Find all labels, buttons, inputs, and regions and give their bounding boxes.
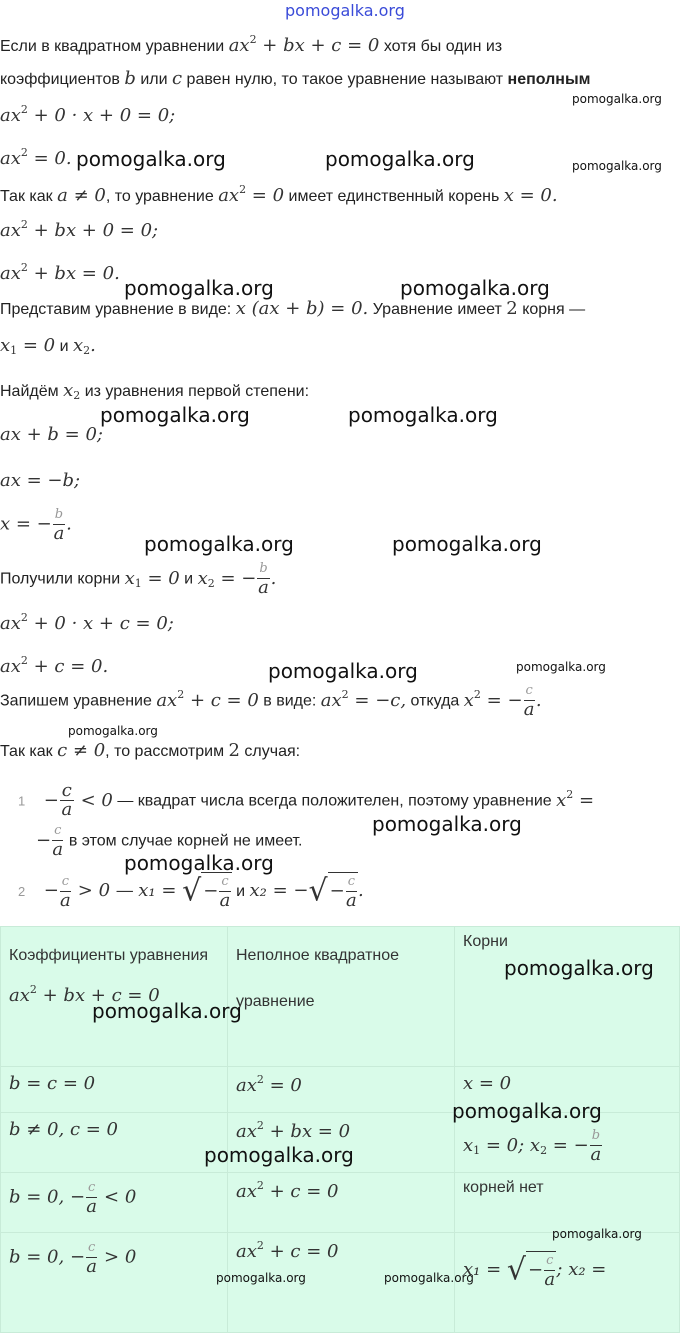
- watermark: pomogalka.org: [452, 1099, 602, 1123]
- text: Так как: [0, 188, 53, 205]
- math: x = 0.: [503, 185, 558, 206]
- watermark: pomogalka.org: [572, 159, 662, 173]
- table-cell: x₁ = √ − $\frac{c}{a}$ ; x₂ =: [455, 1233, 680, 1333]
- table-cell: [1, 1233, 228, 1333]
- math: − $\frac{c}{a}$ < 0: [43, 780, 113, 820]
- x2: x₂ = −: [249, 880, 309, 901]
- intro-line-2: [0, 68, 590, 89]
- denominator: a: [544, 1269, 556, 1290]
- condition: > 0 —: [77, 880, 134, 901]
- numerator: b: [257, 560, 269, 579]
- watermark: pomogalka.org: [144, 532, 294, 556]
- numerator: b: [590, 1127, 602, 1146]
- math: $ax^2 = 0$: [218, 183, 285, 206]
- denominator: a: [52, 839, 64, 860]
- bold-term: неполным: [507, 71, 591, 88]
- text: случая:: [244, 743, 301, 760]
- text: , то уравнение: [105, 188, 214, 205]
- table-row: [1, 1173, 680, 1233]
- math: $x_1 = 0$: [0, 335, 56, 357]
- coef: b = 0, −: [9, 1186, 86, 1208]
- denominator: a: [523, 699, 535, 720]
- equation-3: $ax^2$ + bx + 0 = 0;: [0, 218, 159, 241]
- table-header-cell: [1, 927, 228, 1067]
- numerator: c: [219, 873, 230, 892]
- text: Так как: [0, 743, 53, 760]
- text: Представим уравнение в виде:: [0, 301, 232, 318]
- denominator: a: [86, 1196, 98, 1217]
- numerator: c: [544, 1252, 555, 1271]
- text: и: [236, 883, 246, 900]
- table-cell: b = c = 0: [1, 1067, 228, 1113]
- text: Запишем уравнение: [0, 692, 152, 710]
- math-b: b: [124, 68, 136, 89]
- math: c ≠ 0: [57, 740, 106, 761]
- watermark: pomogalka.org: [100, 403, 250, 427]
- equation-8: $ax^2 + 0 \cdot x + c = 0$;: [0, 611, 174, 634]
- text: и: [184, 570, 194, 588]
- math: $x_2$.: [72, 335, 96, 357]
- watermark: pomogalka.org: [516, 660, 606, 674]
- watermark: pomogalka.org: [572, 92, 662, 106]
- math: $ax^2$ + bx + c = 0: [9, 983, 160, 1006]
- math: $x^2$ = − $\frac{c}{a}$ .: [463, 683, 542, 720]
- header-text: Коэффициенты уравнения: [9, 947, 209, 964]
- case-2: [18, 872, 364, 910]
- coef2: > 0: [104, 1246, 137, 1268]
- numerator: c: [86, 1179, 97, 1198]
- math: a ≠ 0: [57, 185, 106, 206]
- watermark: pomogalka.org: [216, 1271, 306, 1285]
- equation-4: $ax^2$ + bx = 0.: [0, 261, 120, 284]
- text: Уравнение имеет: [372, 301, 502, 318]
- intro-text: коэффициентов: [0, 71, 120, 88]
- roots2: ; x₂ =: [556, 1259, 607, 1280]
- denominator: a: [258, 577, 269, 598]
- paragraph-6: [0, 682, 542, 719]
- paragraph-5: [0, 560, 276, 597]
- intro-text: Если в квадратном уравнении: [0, 38, 225, 55]
- watermark: pomogalka.org: [124, 276, 274, 300]
- text: , то рассмотрим: [105, 743, 225, 760]
- intro-text: хотя бы один из: [383, 38, 503, 55]
- equation-7: x = − $\frac{b}{a}$ .: [0, 507, 72, 544]
- math: $x_1 = 0$: [124, 567, 180, 590]
- math: $x_2$ = − $\frac{b}{a}$ .: [197, 561, 277, 598]
- math: $ax^2 = -c$,: [320, 687, 407, 711]
- paragraph-1: [0, 183, 558, 206]
- numerator: c: [61, 780, 72, 801]
- math: x₁ = √ − $\frac{c}{a}$: [138, 873, 231, 911]
- equation-9: $ax^2 + c = 0$.: [0, 654, 109, 677]
- paragraph-4: [0, 380, 309, 402]
- watermark: pomogalka.org: [348, 403, 498, 427]
- math: x = −: [0, 513, 52, 535]
- watermark: pomogalka.org: [92, 999, 242, 1023]
- numerator: c: [52, 822, 63, 841]
- equation-5: ax + b = 0;: [0, 424, 103, 445]
- numerator: c: [60, 873, 71, 892]
- denominator: a: [219, 890, 231, 911]
- watermark: pomogalka.org: [384, 1271, 474, 1285]
- text: из уравнения первой степени:: [84, 383, 310, 400]
- table-cell: [1, 1173, 228, 1233]
- coef2: < 0: [104, 1186, 137, 1208]
- list-number: 1: [18, 793, 26, 809]
- math: x (ax + b) = 0.: [235, 298, 369, 319]
- table-cell: $ax^2 + c = 0$: [228, 1233, 455, 1333]
- math-c: c: [172, 68, 183, 89]
- math: 2: [228, 740, 240, 761]
- table-header-cell: [455, 927, 680, 1067]
- numerator: c: [524, 682, 535, 701]
- intro-line-1: [0, 33, 502, 56]
- watermark: pomogalka.org: [268, 659, 418, 683]
- equation: $ax^2$ + bx + c = 0: [228, 33, 380, 56]
- text: корня —: [522, 301, 586, 318]
- table-cell: $ax^2$ + bx = 0: [228, 1113, 455, 1173]
- math: 2: [506, 298, 518, 319]
- text: Найдём: [0, 383, 59, 400]
- text: в виде:: [263, 692, 317, 710]
- equation-2: $ax^2 = 0$.: [0, 146, 72, 169]
- equation-6: ax = −b;: [0, 470, 81, 491]
- denominator: a: [345, 890, 357, 911]
- math: $x^2$ =: [556, 787, 595, 811]
- paragraph-3: [0, 335, 96, 357]
- text: Получили корни: [0, 570, 121, 588]
- watermark: pomogalka.org: [552, 1227, 642, 1241]
- denominator: a: [590, 1144, 602, 1165]
- denominator: a: [86, 1256, 98, 1277]
- watermark-top: pomogalka.org: [285, 1, 405, 20]
- condition: < 0: [80, 789, 113, 811]
- math: − $\frac{c}{a}$ > 0 —: [43, 873, 134, 911]
- table-cell: $ax^2 + c = 0$: [228, 1173, 455, 1233]
- table-header-cell: [228, 927, 455, 1067]
- paragraph-7: [0, 740, 300, 761]
- x1: x₁ =: [138, 880, 177, 901]
- equation-1: $ax^2 + 0 \cdot x + 0 = 0$;: [0, 103, 176, 126]
- text: имеет единственный корень: [288, 188, 500, 205]
- list-number: 2: [18, 884, 26, 899]
- header-text: Корни: [463, 933, 508, 950]
- math: $ax^2 + c = 0$: [156, 687, 259, 711]
- watermark: pomogalka.org: [325, 147, 475, 171]
- text: — квадрат числа всегда положителен, поэтому уравнение: [117, 792, 552, 810]
- table-cell: x = 0: [455, 1067, 680, 1113]
- denominator: a: [53, 523, 65, 544]
- paragraph-2: [0, 298, 585, 319]
- watermark: pomogalka.org: [400, 276, 550, 300]
- table-cell: $ax^2 = 0$: [228, 1067, 455, 1113]
- text: в этом случае корней не имеет.: [68, 832, 303, 850]
- watermark: pomogalka.org: [392, 532, 542, 556]
- intro-text: или: [140, 71, 168, 88]
- coef: b = 0, −: [9, 1246, 86, 1268]
- text: и: [59, 338, 69, 355]
- watermark: pomogalka.org: [68, 724, 158, 738]
- numerator: b: [53, 506, 65, 525]
- fraction: [53, 506, 65, 543]
- numerator: c: [86, 1239, 97, 1258]
- math: x₂ = −√ − $\frac{c}{a}$ .: [249, 873, 364, 911]
- watermark: pomogalka.org: [372, 812, 522, 836]
- intro-text: равен нулю, то такое уравнение называют: [186, 71, 504, 88]
- math: − $\frac{c}{a}$: [36, 823, 64, 860]
- table-cell: $x_1 = 0$; $x_2$ = − $\frac{b}{a}$: [455, 1113, 680, 1173]
- table-header-row: [1, 927, 680, 1067]
- denominator: a: [60, 889, 71, 911]
- denominator: a: [61, 799, 73, 820]
- table-row: [1, 1233, 680, 1333]
- math: $x_2$: [63, 380, 81, 402]
- numerator: c: [346, 873, 357, 892]
- roots: x₁ =: [463, 1259, 502, 1280]
- table-cell: корней нет: [455, 1173, 680, 1233]
- watermark: pomogalka.org: [204, 1143, 354, 1167]
- table-cell: b ≠ 0, c = 0: [1, 1113, 228, 1173]
- watermark: pomogalka.org: [124, 851, 274, 875]
- text: откуда: [410, 692, 460, 710]
- summary-table: [0, 926, 680, 1333]
- watermark: pomogalka.org: [76, 147, 226, 171]
- watermark: pomogalka.org: [504, 956, 654, 980]
- header-text: Неполное квадратное уравнение: [236, 947, 400, 1010]
